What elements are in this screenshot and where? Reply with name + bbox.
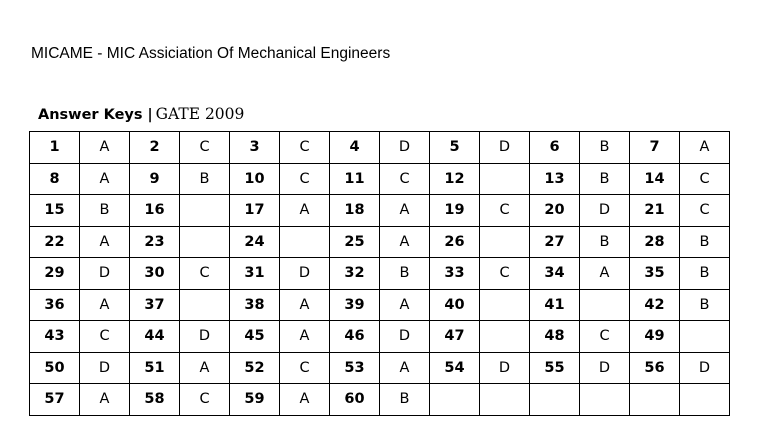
question-number-cell: 13 (530, 163, 580, 195)
question-number-cell: 45 (230, 321, 280, 353)
question-number-cell: 51 (130, 352, 180, 384)
answer-cell: C (180, 258, 230, 290)
answer-cell: A (280, 289, 330, 321)
answer-cell: B (180, 163, 230, 195)
question-number-cell: 55 (530, 352, 580, 384)
answer-cell: B (680, 258, 730, 290)
question-number-cell: 31 (230, 258, 280, 290)
exam-name: GATE 2009 (155, 105, 245, 123)
answer-cell: A (180, 352, 230, 384)
answer-keys-label: Answer Keys (38, 107, 143, 123)
answer-cell: A (80, 163, 130, 195)
question-number-cell: 18 (330, 195, 380, 227)
answer-key-table (29, 131, 730, 416)
question-number-cell: 2 (130, 132, 180, 164)
answer-cell: C (180, 132, 230, 164)
question-number-cell: 14 (630, 163, 680, 195)
question-number-cell (530, 384, 580, 416)
answer-cell: A (280, 384, 330, 416)
answer-cell: D (580, 352, 630, 384)
question-number-cell (630, 384, 680, 416)
question-number-cell: 35 (630, 258, 680, 290)
answer-cell (480, 289, 530, 321)
question-number-cell: 21 (630, 195, 680, 227)
question-number-cell: 52 (230, 352, 280, 384)
question-number-cell: 28 (630, 226, 680, 258)
table-row (30, 321, 730, 353)
answer-cell: D (180, 321, 230, 353)
question-number-cell: 48 (530, 321, 580, 353)
question-number-cell: 22 (30, 226, 80, 258)
answer-cell: C (480, 258, 530, 290)
question-number-cell: 6 (530, 132, 580, 164)
question-number-cell: 17 (230, 195, 280, 227)
question-number-cell: 26 (430, 226, 480, 258)
question-number-cell: 58 (130, 384, 180, 416)
answer-cell: D (380, 132, 430, 164)
answer-cell: D (380, 321, 430, 353)
answer-cell (680, 321, 730, 353)
answer-cell: A (80, 226, 130, 258)
question-number-cell: 56 (630, 352, 680, 384)
answer-cell: C (280, 132, 330, 164)
answer-cell: A (80, 289, 130, 321)
question-number-cell: 39 (330, 289, 380, 321)
answer-cell: B (680, 289, 730, 321)
answer-cell: A (380, 226, 430, 258)
answer-keys-separator: | (147, 107, 153, 123)
question-number-cell: 32 (330, 258, 380, 290)
question-number-cell: 16 (130, 195, 180, 227)
answer-cell: D (80, 352, 130, 384)
question-number-cell: 10 (230, 163, 280, 195)
table-row (30, 163, 730, 195)
question-number-cell: 4 (330, 132, 380, 164)
answer-cell (580, 289, 630, 321)
answer-cell (480, 226, 530, 258)
table-row (30, 258, 730, 290)
answer-cell: C (680, 163, 730, 195)
answer-cell (480, 321, 530, 353)
answer-cell: D (580, 195, 630, 227)
question-number-cell: 41 (530, 289, 580, 321)
question-number-cell: 29 (30, 258, 80, 290)
answer-cell: B (80, 195, 130, 227)
question-number-cell: 20 (530, 195, 580, 227)
answer-cell: D (480, 352, 530, 384)
question-number-cell: 30 (130, 258, 180, 290)
answer-cell: A (80, 132, 130, 164)
answer-cell: C (280, 163, 330, 195)
answer-cell: C (680, 195, 730, 227)
answer-cell (480, 163, 530, 195)
question-number-cell: 24 (230, 226, 280, 258)
question-number-cell: 44 (130, 321, 180, 353)
answer-keys-heading (38, 104, 244, 125)
question-number-cell: 36 (30, 289, 80, 321)
question-number-cell: 1 (30, 132, 80, 164)
answer-key-table-body (30, 132, 730, 416)
question-number-cell: 9 (130, 163, 180, 195)
answer-cell: B (580, 163, 630, 195)
question-number-cell: 57 (30, 384, 80, 416)
answer-cell (480, 384, 530, 416)
answer-cell: D (680, 352, 730, 384)
question-number-cell: 40 (430, 289, 480, 321)
question-number-cell: 46 (330, 321, 380, 353)
question-number-cell: 12 (430, 163, 480, 195)
answer-cell: C (580, 321, 630, 353)
question-number-cell (430, 384, 480, 416)
answer-cell (580, 384, 630, 416)
answer-cell: C (80, 321, 130, 353)
answer-cell: A (80, 384, 130, 416)
answer-cell (180, 195, 230, 227)
answer-cell: B (380, 258, 430, 290)
table-row (30, 195, 730, 227)
answer-cell: D (80, 258, 130, 290)
question-number-cell: 43 (30, 321, 80, 353)
answer-cell: B (380, 384, 430, 416)
question-number-cell: 38 (230, 289, 280, 321)
answer-cell (680, 384, 730, 416)
answer-cell: A (380, 289, 430, 321)
question-number-cell: 50 (30, 352, 80, 384)
answer-cell: A (380, 352, 430, 384)
question-number-cell: 11 (330, 163, 380, 195)
table-row (30, 384, 730, 416)
question-number-cell: 42 (630, 289, 680, 321)
question-number-cell: 59 (230, 384, 280, 416)
answer-cell: C (380, 163, 430, 195)
question-number-cell: 7 (630, 132, 680, 164)
table-row (30, 289, 730, 321)
question-number-cell: 3 (230, 132, 280, 164)
question-number-cell: 60 (330, 384, 380, 416)
table-row (30, 226, 730, 258)
question-number-cell: 19 (430, 195, 480, 227)
answer-cell (180, 289, 230, 321)
question-number-cell: 23 (130, 226, 180, 258)
answer-cell: C (180, 384, 230, 416)
question-number-cell: 25 (330, 226, 380, 258)
question-number-cell: 34 (530, 258, 580, 290)
answer-cell: C (280, 352, 330, 384)
answer-cell: B (580, 226, 630, 258)
question-number-cell: 49 (630, 321, 680, 353)
question-number-cell: 8 (30, 163, 80, 195)
answer-cell: A (280, 195, 330, 227)
answer-cell: D (280, 258, 330, 290)
answer-cell: A (680, 132, 730, 164)
question-number-cell: 33 (430, 258, 480, 290)
answer-cell: C (480, 195, 530, 227)
question-number-cell: 15 (30, 195, 80, 227)
question-number-cell: 5 (430, 132, 480, 164)
answer-cell: A (280, 321, 330, 353)
answer-cell: A (580, 258, 630, 290)
page-header-title: MICAME - MIC Assiciation Of Mechanical Engineers (31, 45, 391, 62)
table-row (30, 352, 730, 384)
answer-cell: D (480, 132, 530, 164)
question-number-cell: 53 (330, 352, 380, 384)
question-number-cell: 37 (130, 289, 180, 321)
table-row (30, 132, 730, 164)
question-number-cell: 47 (430, 321, 480, 353)
question-number-cell: 27 (530, 226, 580, 258)
answer-cell (180, 226, 230, 258)
answer-cell (280, 226, 330, 258)
question-number-cell: 54 (430, 352, 480, 384)
answer-cell: B (580, 132, 630, 164)
answer-cell: A (380, 195, 430, 227)
answer-cell: B (680, 226, 730, 258)
